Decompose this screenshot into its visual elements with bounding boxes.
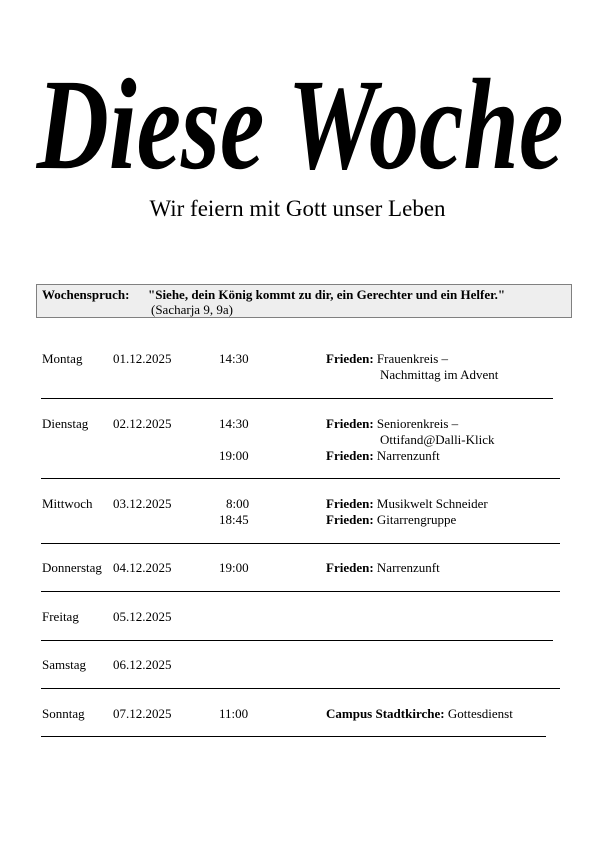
event-title: Narrenzunft bbox=[376, 560, 440, 575]
day-date: 06.12.2025 bbox=[113, 657, 172, 672]
event-time: 18:45 bbox=[219, 512, 249, 527]
divider bbox=[41, 736, 546, 737]
day-name: Sonntag bbox=[42, 706, 85, 721]
event-title: Gitarrengruppe bbox=[376, 512, 457, 527]
event-place: Frieden: bbox=[326, 448, 374, 463]
divider bbox=[41, 591, 560, 592]
event-time: 14:30 bbox=[219, 416, 249, 431]
event-title-cont: Nachmittag im Advent bbox=[380, 367, 499, 382]
event-place: Frieden: bbox=[326, 512, 374, 527]
event-place: Frieden: bbox=[326, 496, 374, 511]
event-time: 8:00 bbox=[226, 496, 250, 511]
day-name: Donnerstag bbox=[42, 560, 102, 575]
divider bbox=[41, 398, 553, 399]
wochenspruch-label: Wochenspruch: bbox=[42, 287, 130, 302]
event-time: 14:30 bbox=[219, 351, 249, 366]
event-title: Musikwelt Schneider bbox=[376, 496, 488, 511]
event-place: Frieden: bbox=[326, 416, 374, 431]
day-name: Montag bbox=[42, 351, 83, 366]
day-date: 01.12.2025 bbox=[113, 351, 172, 366]
event-title-cont: Ottifand@Dalli-Klick bbox=[380, 432, 495, 447]
day-name: Freitag bbox=[42, 609, 79, 624]
day-date: 03.12.2025 bbox=[113, 496, 172, 511]
day-date: 05.12.2025 bbox=[113, 609, 172, 624]
page-title bbox=[30, 18, 570, 193]
event-title: Narrenzunft bbox=[376, 448, 440, 463]
page-title-text: Diese Woche bbox=[36, 53, 564, 193]
day-date: 07.12.2025 bbox=[113, 706, 172, 721]
event-place: Frieden: bbox=[326, 560, 374, 575]
event-time: 19:00 bbox=[219, 448, 249, 463]
day-name: Mittwoch bbox=[42, 496, 93, 511]
day-date: 04.12.2025 bbox=[113, 560, 172, 575]
event-title: Frauenkreis – bbox=[376, 351, 449, 366]
event-title: Seniorenkreis – bbox=[376, 416, 459, 431]
page-subtitle: Wir feiern mit Gott unser Leben bbox=[149, 196, 446, 221]
day-date: 02.12.2025 bbox=[113, 416, 172, 431]
wochenspruch-reference: (Sacharja 9, 9a) bbox=[151, 302, 233, 317]
wochenspruch-quote: "Siehe, dein König kommt zu dir, ein Gerechter und ein Helfer." bbox=[148, 287, 506, 302]
event-time: 19:00 bbox=[219, 560, 249, 575]
divider bbox=[41, 543, 560, 544]
day-name: Samstag bbox=[42, 657, 87, 672]
day-name: Dienstag bbox=[42, 416, 89, 431]
divider bbox=[41, 688, 560, 689]
divider bbox=[41, 478, 560, 479]
event-place: Frieden: bbox=[326, 351, 374, 366]
divider bbox=[41, 640, 553, 641]
event-title: Gottesdienst bbox=[447, 706, 513, 721]
event-place: Campus Stadtkirche: bbox=[326, 706, 445, 721]
event-time: 11:00 bbox=[219, 706, 249, 721]
